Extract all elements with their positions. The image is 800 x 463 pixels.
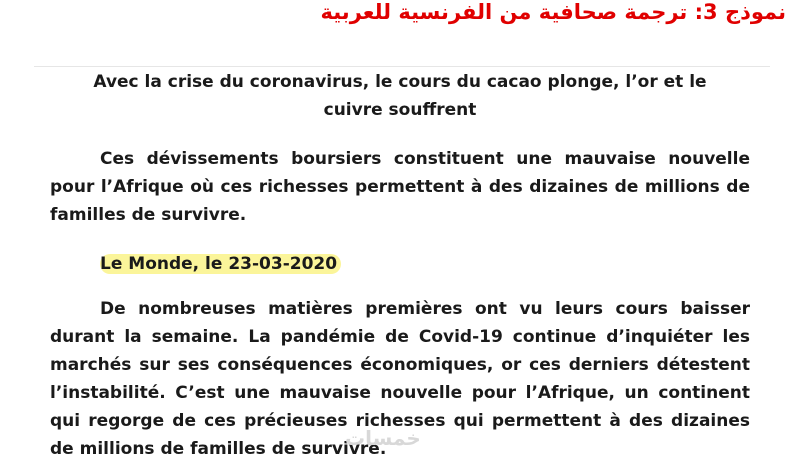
page-title: نموذج 3: ترجمة صحافية من الفرنسية للعربية	[320, 0, 786, 24]
article-headline: Avec la crise du coronavirus, le cours du cacao plonge, l’or et le cuivre souffrent	[93, 72, 707, 120]
document-body	[50, 68, 750, 463]
article-source	[50, 250, 750, 278]
divider	[34, 66, 770, 67]
watermark-logo: خمسات	[345, 426, 421, 450]
article-lead: Ces dévissements boursiers constituent une mauvaise nouvelle pour l’Afrique où ces richesses permettent à des dizaines de millions de familles de survivre.	[50, 149, 750, 225]
source-highlight: Le Monde, le 23-03-2020	[100, 254, 341, 274]
article-body: De nombreuses matières premières ont vu leurs cours baisser durant la semaine. La pandémie de Covid-19 continue d’inquiéter les marchés sur ses conséquences économiques, or ces derniers détestent l’instabilité. C’est une mauvaise nouvelle pour l’Afrique, un continent qui regorge de ces précieuses richesses qui permettent à des dizaines de millions de familles de survivre.	[50, 299, 750, 459]
